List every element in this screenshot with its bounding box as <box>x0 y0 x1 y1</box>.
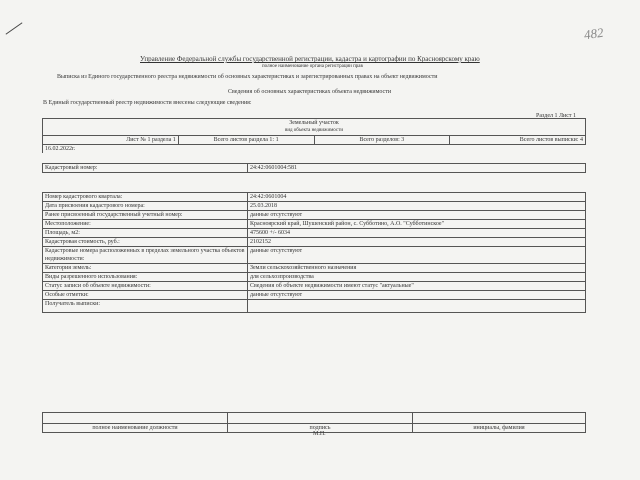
row-value: Красноярский край, Шушенский район, с. Субботино, А.О. "Субботинское" <box>248 220 586 229</box>
handwritten-number: 482 <box>582 24 605 43</box>
sections-count: Всего разделов: 3 <box>314 136 450 145</box>
row-label: Кадастровые номера расположенных в пределах земельного участка объектов недвижимости: <box>43 247 248 264</box>
position-cell <box>43 413 228 424</box>
row-value: Земли сельскохозяйственного назначения <box>248 264 586 273</box>
object-type-subtitle: вид объекта недвижимости <box>43 127 586 136</box>
row-label: Категория земель: <box>43 264 248 273</box>
stamp-place: М.П. <box>313 431 326 437</box>
row-label: Получатель выписки: <box>43 300 248 313</box>
total-sheets-count: Всего листов выписки: 4 <box>450 136 586 145</box>
row-label: Номер кадастрового квартала: <box>43 193 248 202</box>
row-label: Ранее присвоенный государственный учетный номер: <box>43 211 248 220</box>
row-value: для сельхозпроизводства <box>248 273 586 282</box>
table-row <box>43 247 586 264</box>
agency-name: Управление Федеральной службы государственной регистрации, кадастра и картографии по Красноярскому краю <box>140 55 480 63</box>
object-type: Земельный участок <box>43 119 586 128</box>
table-row <box>43 273 586 282</box>
cadastral-number-value: 24:42:0601004:581 <box>248 164 586 173</box>
position-caption: полное наименование должности <box>43 424 228 433</box>
table-row <box>43 229 586 238</box>
section-sheets-count: Всего листов раздела 1: 1 <box>178 136 314 145</box>
initials-cell <box>413 413 586 424</box>
row-value: 24:42:0601004 <box>248 193 586 202</box>
row-label: Статус записи об объекте недвижимости: <box>43 282 248 291</box>
row-label: Особые отметки: <box>43 291 248 300</box>
row-value: данные отсутствуют <box>248 211 586 220</box>
section-title: Сведения об основных характеристиках объекта недвижимости <box>228 89 392 95</box>
row-label: Виды разрешенного использования: <box>43 273 248 282</box>
table-row <box>43 202 586 211</box>
row-value: 475600 +/- 6034 <box>248 229 586 238</box>
table-row <box>43 291 586 300</box>
table-row <box>43 238 586 247</box>
row-value: Сведения об объекте недвижимости имеют статус "актуальные" <box>248 282 586 291</box>
initials-caption: инициалы, фамилия <box>413 424 586 433</box>
document-title: Выписка из Единого государственного реестра недвижимости об основных характеристиках и зарегистрированных правах на объект недвижимости <box>57 74 438 80</box>
object-header-table <box>42 118 586 153</box>
row-value <box>248 300 586 313</box>
table-row <box>43 211 586 220</box>
scan-mark <box>6 22 23 34</box>
row-label: Кадастровая стоимость, руб.: <box>43 238 248 247</box>
row-label: Площадь, м2: <box>43 229 248 238</box>
table-row <box>43 264 586 273</box>
signature-table <box>42 412 586 433</box>
signature-caption: подпись <box>228 424 413 433</box>
row-value: данные отсутствуют <box>248 291 586 300</box>
page-section-label: Раздел 1 Лист 1 <box>536 113 577 119</box>
table-row <box>43 193 586 202</box>
row-label: Дата присвоения кадастрового номера: <box>43 202 248 211</box>
characteristics-table <box>42 192 586 313</box>
signature-cell <box>228 413 413 424</box>
table-row <box>43 282 586 291</box>
row-value: данные отсутствуют <box>248 247 586 264</box>
agency-subtitle: полное наименование органа регистрации прав <box>262 64 363 69</box>
table-row <box>43 300 586 313</box>
cadastral-number-label: Кадастровый номер: <box>43 164 248 173</box>
sheet-number: Лист № 1 раздела 1 <box>43 136 179 145</box>
cadastral-number-table <box>42 163 586 173</box>
row-value: 2102152 <box>248 238 586 247</box>
table-row <box>43 220 586 229</box>
intro-text: В Единый государственный реестр недвижимости внесены следующие сведения: <box>43 100 252 106</box>
row-value: 25.03.2018 <box>248 202 586 211</box>
issue-date: 16.02.2022г. <box>43 145 586 154</box>
row-label: Местоположение: <box>43 220 248 229</box>
